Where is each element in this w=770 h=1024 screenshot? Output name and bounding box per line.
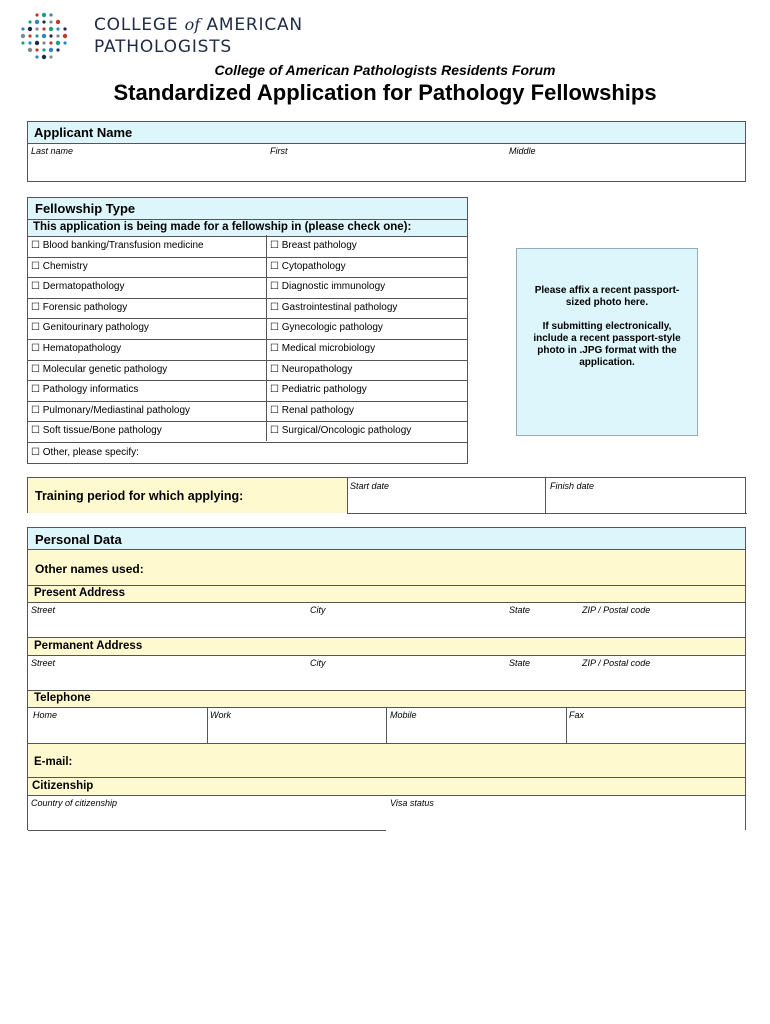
permanent-zip-field[interactable]: ZIP / Postal code (582, 658, 651, 668)
column-divider (266, 235, 267, 441)
logo-dot (49, 34, 52, 37)
logo-wordmark: COLLEGE of AMERICAN PATHOLOGISTS (94, 15, 303, 57)
logo-dot (21, 41, 24, 44)
photo-instruction: Please affix a recent passport-sized photo here. (534, 285, 680, 308)
logo-dot (56, 27, 59, 30)
logo-dot (42, 20, 45, 23)
fellowship-row (28, 421, 468, 442)
logo-dot (42, 34, 46, 38)
logo-dot (42, 27, 45, 30)
applicant-name-section (27, 121, 746, 182)
citizenship-row (27, 795, 746, 830)
fax-field[interactable]: Fax (569, 710, 585, 720)
logo-dot (35, 20, 39, 24)
fellowship-option-checkbox[interactable]: ☐ Genitourinary pathology (31, 322, 149, 334)
logo-dot (56, 34, 59, 37)
work-phone-field[interactable]: Work (210, 710, 231, 720)
subtitle: College of American Pathologists Residents Forum (214, 62, 556, 78)
logo-dot (35, 55, 38, 58)
fellowship-option-checkbox[interactable]: ☐ Hematopathology (31, 343, 122, 354)
other-names-field[interactable]: Other names used: (27, 550, 746, 585)
last-name-field[interactable]: Last name (31, 146, 74, 156)
fellowship-row (28, 360, 468, 381)
logo-dot (56, 48, 59, 51)
fellowship-option-checkbox[interactable]: ☐ Soft tissue/Bone pathology (31, 425, 162, 437)
logo-dot (63, 27, 66, 30)
logo-dot (42, 48, 45, 51)
logo-dot (63, 34, 67, 38)
present-city-field[interactable]: City (310, 605, 326, 615)
fellowship-option-checkbox[interactable]: ☐ Molecular genetic pathology (31, 363, 168, 375)
logo-dot (35, 48, 38, 51)
logo-dot (28, 34, 31, 37)
logo-dot (35, 13, 38, 16)
training-period-label: Training period for which applying: (28, 478, 347, 513)
present-state-field[interactable]: State (509, 605, 531, 615)
photo-electronic-instruction: If submitting electronically, include a recent passport-style photo in .JPG format with the application. (533, 321, 681, 368)
fellowship-option-checkbox[interactable]: ☐ Pediatric pathology (270, 384, 367, 396)
fellowship-type-header: Fellowship Type (28, 198, 467, 220)
permanent-city-field[interactable]: City (310, 658, 326, 668)
permanent-state-field[interactable]: State (509, 658, 531, 668)
fellowship-row (28, 318, 468, 339)
logo-dot (35, 41, 39, 45)
logo-dot (49, 27, 53, 31)
personal-data-section (27, 527, 746, 831)
fellowship-option-checkbox[interactable]: ☐ Breast pathology (270, 240, 357, 251)
logo-dot (35, 27, 38, 30)
logo-dot (49, 13, 52, 16)
permanent-address-header: Permanent Address (27, 637, 746, 655)
fellowship-option-checkbox[interactable]: ☐ Diagnostic immunology (270, 281, 386, 293)
logo-dot (56, 41, 60, 45)
fellowship-row (28, 298, 468, 319)
start-date-field[interactable]: Start date (350, 481, 390, 491)
fellowship-option-checkbox[interactable]: ☐ Surgical/Oncologic pathology (270, 425, 412, 437)
fellowship-option-checkbox[interactable]: ☐ Dermatopathology (31, 281, 125, 293)
training-period-section (27, 477, 746, 513)
logo-dot (42, 13, 46, 17)
telephone-header: Telephone (27, 690, 746, 707)
fellowship-row (28, 339, 468, 360)
fellowship-option-checkbox[interactable]: ☐ Blood banking/Transfusion medicine (31, 240, 204, 251)
first-name-field[interactable]: First (270, 146, 288, 156)
fellowship-row (28, 401, 468, 422)
logo-dot (28, 41, 31, 44)
other-specify-checkbox[interactable]: ☐ Other, please specify: (31, 447, 139, 458)
personal-data-header: Personal Data (27, 527, 746, 550)
page-title: Standardized Application for Pathology Fellowships (113, 80, 657, 105)
dot-grid-logo-icon (18, 10, 70, 62)
fellowship-option-checkbox[interactable]: ☐ Cytopathology (270, 260, 346, 272)
fellowship-type-section (27, 197, 468, 464)
logo-dot (42, 55, 46, 59)
fellowship-option-checkbox[interactable]: ☐ Pulmonary/Mediastinal pathology (31, 404, 191, 416)
fellowship-option-checkbox[interactable]: ☐ Gynecologic pathology (270, 322, 383, 334)
fellowship-option-checkbox[interactable]: ☐ Renal pathology (270, 404, 355, 416)
logo-dot (49, 48, 53, 52)
finish-date-field[interactable]: Finish date (550, 481, 595, 491)
telephone-row (27, 707, 746, 743)
visa-status-field[interactable]: Visa status (390, 798, 434, 808)
other-specify-row[interactable] (28, 442, 468, 464)
fellowship-option-checkbox[interactable]: ☐ Neuropathology (270, 363, 353, 375)
fellowship-row (28, 277, 468, 298)
fellowship-option-checkbox[interactable]: ☐ Gastrointestinal pathology (270, 301, 398, 313)
permanent-street-field[interactable]: Street (31, 658, 56, 668)
logo-dot (21, 34, 25, 38)
fellowship-row (28, 236, 468, 257)
fellowship-row (28, 380, 468, 401)
fellowship-option-checkbox[interactable]: ☐ Chemistry (31, 260, 88, 272)
middle-name-field[interactable]: Middle (509, 146, 536, 156)
logo-dot (21, 27, 24, 30)
fellowship-instruction: This application is being made for a fellowship in (please check one): (28, 220, 467, 236)
fellowship-row (28, 257, 468, 278)
present-address-row (27, 602, 746, 637)
applicant-name-header: Applicant Name (28, 122, 745, 144)
logo-dot (28, 20, 31, 23)
home-phone-field[interactable]: Home (33, 710, 58, 720)
logo-dot (49, 20, 52, 23)
permanent-address-row (27, 655, 746, 690)
logo-dot (35, 34, 38, 37)
present-address-header: Present Address (27, 585, 746, 602)
fellowship-option-checkbox[interactable]: ☐ Forensic pathology (31, 301, 128, 313)
logo-dot (42, 41, 45, 44)
email-field[interactable]: E-mail: (27, 743, 746, 777)
country-of-citizenship-field[interactable]: Country of citizenship (31, 798, 118, 808)
photo-box[interactable] (516, 248, 698, 436)
fellowship-option-checkbox[interactable]: ☐ Pathology informatics (31, 384, 139, 396)
logo-dot (28, 48, 32, 52)
logo-dot (49, 41, 52, 44)
logo-dot (49, 55, 52, 58)
mobile-phone-field[interactable]: Mobile (390, 710, 417, 720)
logo-dot (63, 41, 66, 44)
cap-logo (18, 10, 318, 62)
present-street-field[interactable]: Street (31, 605, 56, 615)
present-zip-field[interactable]: ZIP / Postal code (582, 605, 651, 615)
logo-dot (28, 27, 32, 31)
fellowship-option-checkbox[interactable]: ☐ Medical microbiology (270, 343, 376, 354)
logo-dot (56, 20, 60, 24)
citizenship-header: Citizenship (27, 777, 746, 795)
